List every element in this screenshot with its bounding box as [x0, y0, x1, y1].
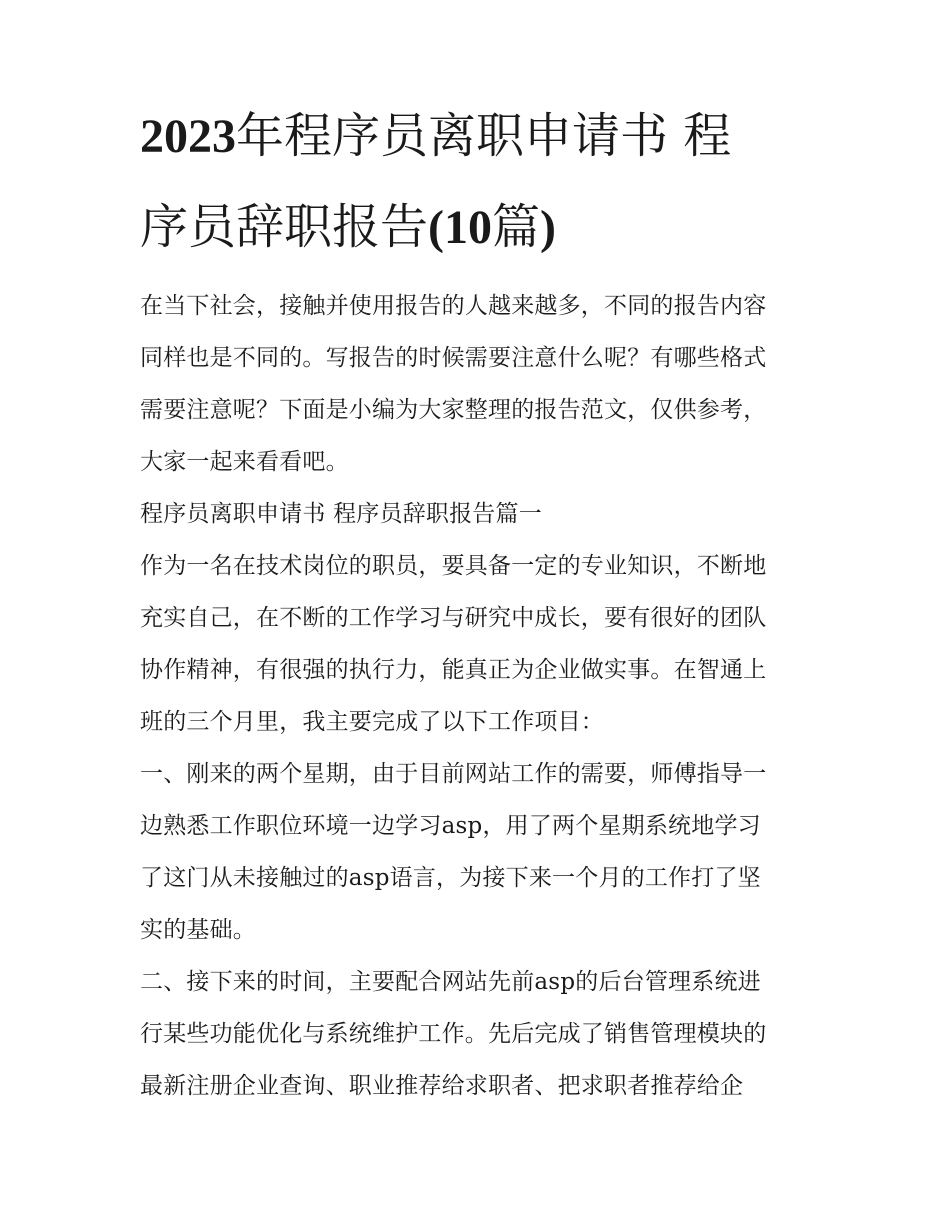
- document-title-text-1: 2023年程序员离职申请书 程: [140, 108, 732, 164]
- section-heading: 程序员离职申请书 程序员辞职报告篇一: [140, 501, 542, 527]
- paragraph-line: 一、刚来的两个星期，由于目前网站工作的需要，师傅指导一: [140, 761, 767, 787]
- document-body: [140, 280, 810, 1112]
- paragraph-line: 边熟悉工作职位环境一边学习asp，用了两个星期系统地学习: [140, 813, 761, 839]
- document-title-line-1: [140, 108, 810, 164]
- intro-line-2: 同样也是不同的。写报告的时候需要注意什么呢？有哪些格式: [140, 345, 767, 371]
- document-title-text-2: 序员辞职报告(10篇): [140, 199, 556, 255]
- document-title-line-2: [140, 199, 810, 255]
- paragraph-line: 作为一名在技术岗位的职员，要具备一定的专业知识，不断地: [140, 553, 767, 579]
- paragraph-line: 实的基础。: [140, 917, 256, 943]
- intro-line-3: 需要注意呢？下面是小编为大家整理的报告范文，仅供参考，: [140, 397, 767, 423]
- intro-line-4: 大家一起来看看吧。: [140, 449, 349, 475]
- paragraph-line: 班的三个月里，我主要完成了以下工作项目：: [140, 709, 604, 735]
- paragraph-line: 二、接下来的时间，主要配合网站先前asp的后台管理系统进: [140, 969, 761, 995]
- document-content: [140, 108, 810, 1099]
- paragraph-line: 最新注册企业查询、职业推荐给求职者、把求职者推荐给企: [140, 1073, 744, 1099]
- paragraph-line: 了这门从未接触过的asp语言，为接下来一个月的工作打了坚: [140, 865, 761, 891]
- paragraph-line: 行某些功能优化与系统维护工作。先后完成了销售管理模块的: [140, 1021, 767, 1047]
- intro-line-1: 在当下社会，接触并使用报告的人越来越多，不同的报告内容: [140, 293, 767, 319]
- paragraph-line: 充实自己，在不断的工作学习与研究中成长，要有很好的团队: [140, 605, 767, 631]
- paragraph-line: 协作精神，有很强的执行力，能真正为企业做实事。在智通上: [140, 657, 767, 683]
